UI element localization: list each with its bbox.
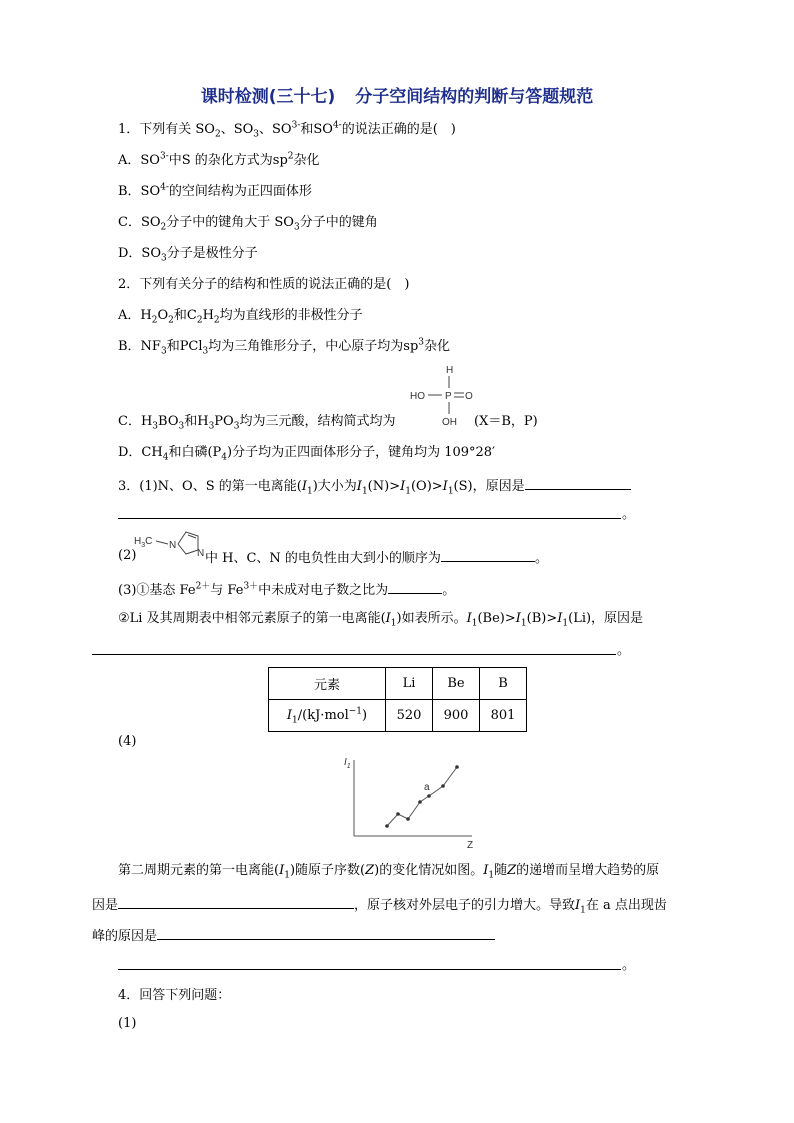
table-header-cell: B — [480, 668, 527, 700]
graph-x-axis-label: Z — [467, 840, 474, 850]
table-cell: 520 — [386, 700, 433, 732]
mol-bond-methyl — [156, 541, 168, 544]
table-row — [269, 700, 527, 732]
q1-option-b: B．$SO^{4-}$的空间结构为正四面体形 — [118, 182, 312, 199]
ionization-energy-graph — [338, 754, 488, 850]
graph-point — [418, 800, 422, 804]
q3-part3b-end: 。 — [617, 643, 631, 658]
acid-structure-diagram — [408, 362, 478, 432]
q3-part4-answer-blank-2[interactable] — [157, 926, 495, 940]
q2-option-c-tail: (X＝B，P) — [474, 414, 538, 429]
table-header-cell: 元素 — [269, 668, 386, 700]
q3-part1-answer-blank[interactable] — [525, 476, 631, 490]
graph-point-a-label: a — [424, 782, 430, 793]
table-header-row — [269, 668, 527, 700]
graph-point — [427, 794, 431, 798]
q3-part3a: (3)①基态 $Fe^{2+}$与 $Fe^{3+}$中未成对电子数之比为 。 — [118, 581, 456, 598]
graph-y-axis-label: $I_1$ — [344, 757, 351, 770]
q3-part4-end: 。 — [622, 958, 636, 973]
q3-part3b-answer-line[interactable] — [92, 654, 616, 655]
table-header-cell: Li — [386, 668, 433, 700]
struct-oh-label: OH — [442, 417, 457, 428]
mol-n1-label: N — [169, 540, 177, 551]
q4-stem: 4．回答下列问题： — [118, 988, 231, 1003]
q1-stem: 1．下列有关 $SO_2$、$SO_3$、$SO^{3-}$和$SO^{4-}$的说法正确的是( ) — [118, 120, 456, 140]
q3-part4-line1: 第二周期元素的第一电离能$(I_1)$随原子序数(Z)的变化情况如图。$I_1$随Z的递增而呈增大趋势的原 — [118, 863, 660, 881]
q3-part3a-answer-blank[interactable] — [388, 580, 442, 594]
struct-o-label: O — [465, 391, 473, 402]
graph-point — [441, 784, 445, 788]
q1-option-c: C．$SO_2$分子中的键角大于 $SO_3$分子中的键角 — [118, 215, 378, 233]
q3-part3b: ②Li 及其周期表中相邻元素原子的第一电离能$(I_1)$如表所示。$I_1(Be)>I_1(B)>I_1(Li)$，原因是 — [118, 611, 644, 629]
table-header-cell: Be — [433, 668, 480, 700]
q3-part2-text: 中 H、C、N 的电负性由大到小的顺序为 。 — [205, 548, 548, 567]
struct-h-label: H — [446, 365, 454, 376]
graph-point — [385, 824, 389, 828]
q3-part2-label: (2) — [118, 548, 137, 563]
graph-line — [387, 767, 457, 826]
title-main: 课时检测(三十七) — [200, 87, 336, 107]
q1-option-a: A．$SO^{3-}$中S 的杂化方式为$sp^2$杂化 — [118, 151, 320, 168]
table-row-label: $I_1/(kJ\cdot mol^{-1})$ — [269, 700, 386, 732]
methylimidazole-structure — [134, 528, 206, 562]
q2-option-b: B．$NF_3$和PCl$_3$均为三角锥形分子，中心原子均为$sp^3$杂化 — [118, 337, 451, 357]
q4-part1-label: (1) — [118, 1016, 137, 1031]
page-title — [0, 82, 794, 107]
q3-part4-answer-line[interactable] — [118, 969, 621, 970]
q3-part1-answer-line[interactable] — [118, 518, 621, 519]
q3-part1: 3．(1)N、O、S 的第一电离能$(I_1)$大小为$I_1(N)>I_1(O)>I_1(S)$，原因是 — [118, 476, 631, 495]
table-cell: 801 — [480, 700, 527, 732]
graph-point — [406, 817, 410, 821]
table-cell: 900 — [433, 700, 480, 732]
q3-part4-answer-blank-1[interactable] — [118, 895, 354, 909]
q2-option-a: A．$H_2O_2$和$C_2H_2$均为直线形的非极性分子 — [118, 308, 363, 326]
q2-option-d: D．$CH_4$和白磷$(P_4)$分子均为正四面体形分子，键角均为 109°28′ — [118, 445, 496, 463]
q2-stem: 2．下列有关分子的结构和性质的说法正确的是( ) — [118, 277, 410, 292]
q3-part2-answer-blank[interactable] — [441, 548, 535, 562]
title-sub: 分子空间结构的判断与答题规范 — [355, 87, 594, 107]
q3-part1-end: 。 — [622, 507, 636, 522]
ionization-energy-table — [268, 667, 527, 732]
q1-option-d: D．$SO_3$分子是极性分子 — [118, 246, 258, 264]
q3-part4-line2: 因是 ，原子核对外层电子的引力增大。导致$I_1$在 a 点出现齿 — [92, 895, 667, 914]
mol-h3c-label: $H_3C$ — [134, 536, 153, 549]
q3-part4-line3: 峰的原因是 — [92, 926, 495, 945]
q3-part4-label: (4) — [118, 734, 137, 749]
mol-n2-label: N — [197, 548, 205, 559]
graph-point — [455, 765, 459, 769]
graph-point — [396, 812, 400, 816]
q2-option-c: C．$H_3BO_3$和$H_3PO_3$均为三元酸，结构简式均为 — [118, 414, 396, 432]
struct-p-label: P — [445, 391, 452, 402]
struct-ho-label: HO — [410, 391, 425, 402]
